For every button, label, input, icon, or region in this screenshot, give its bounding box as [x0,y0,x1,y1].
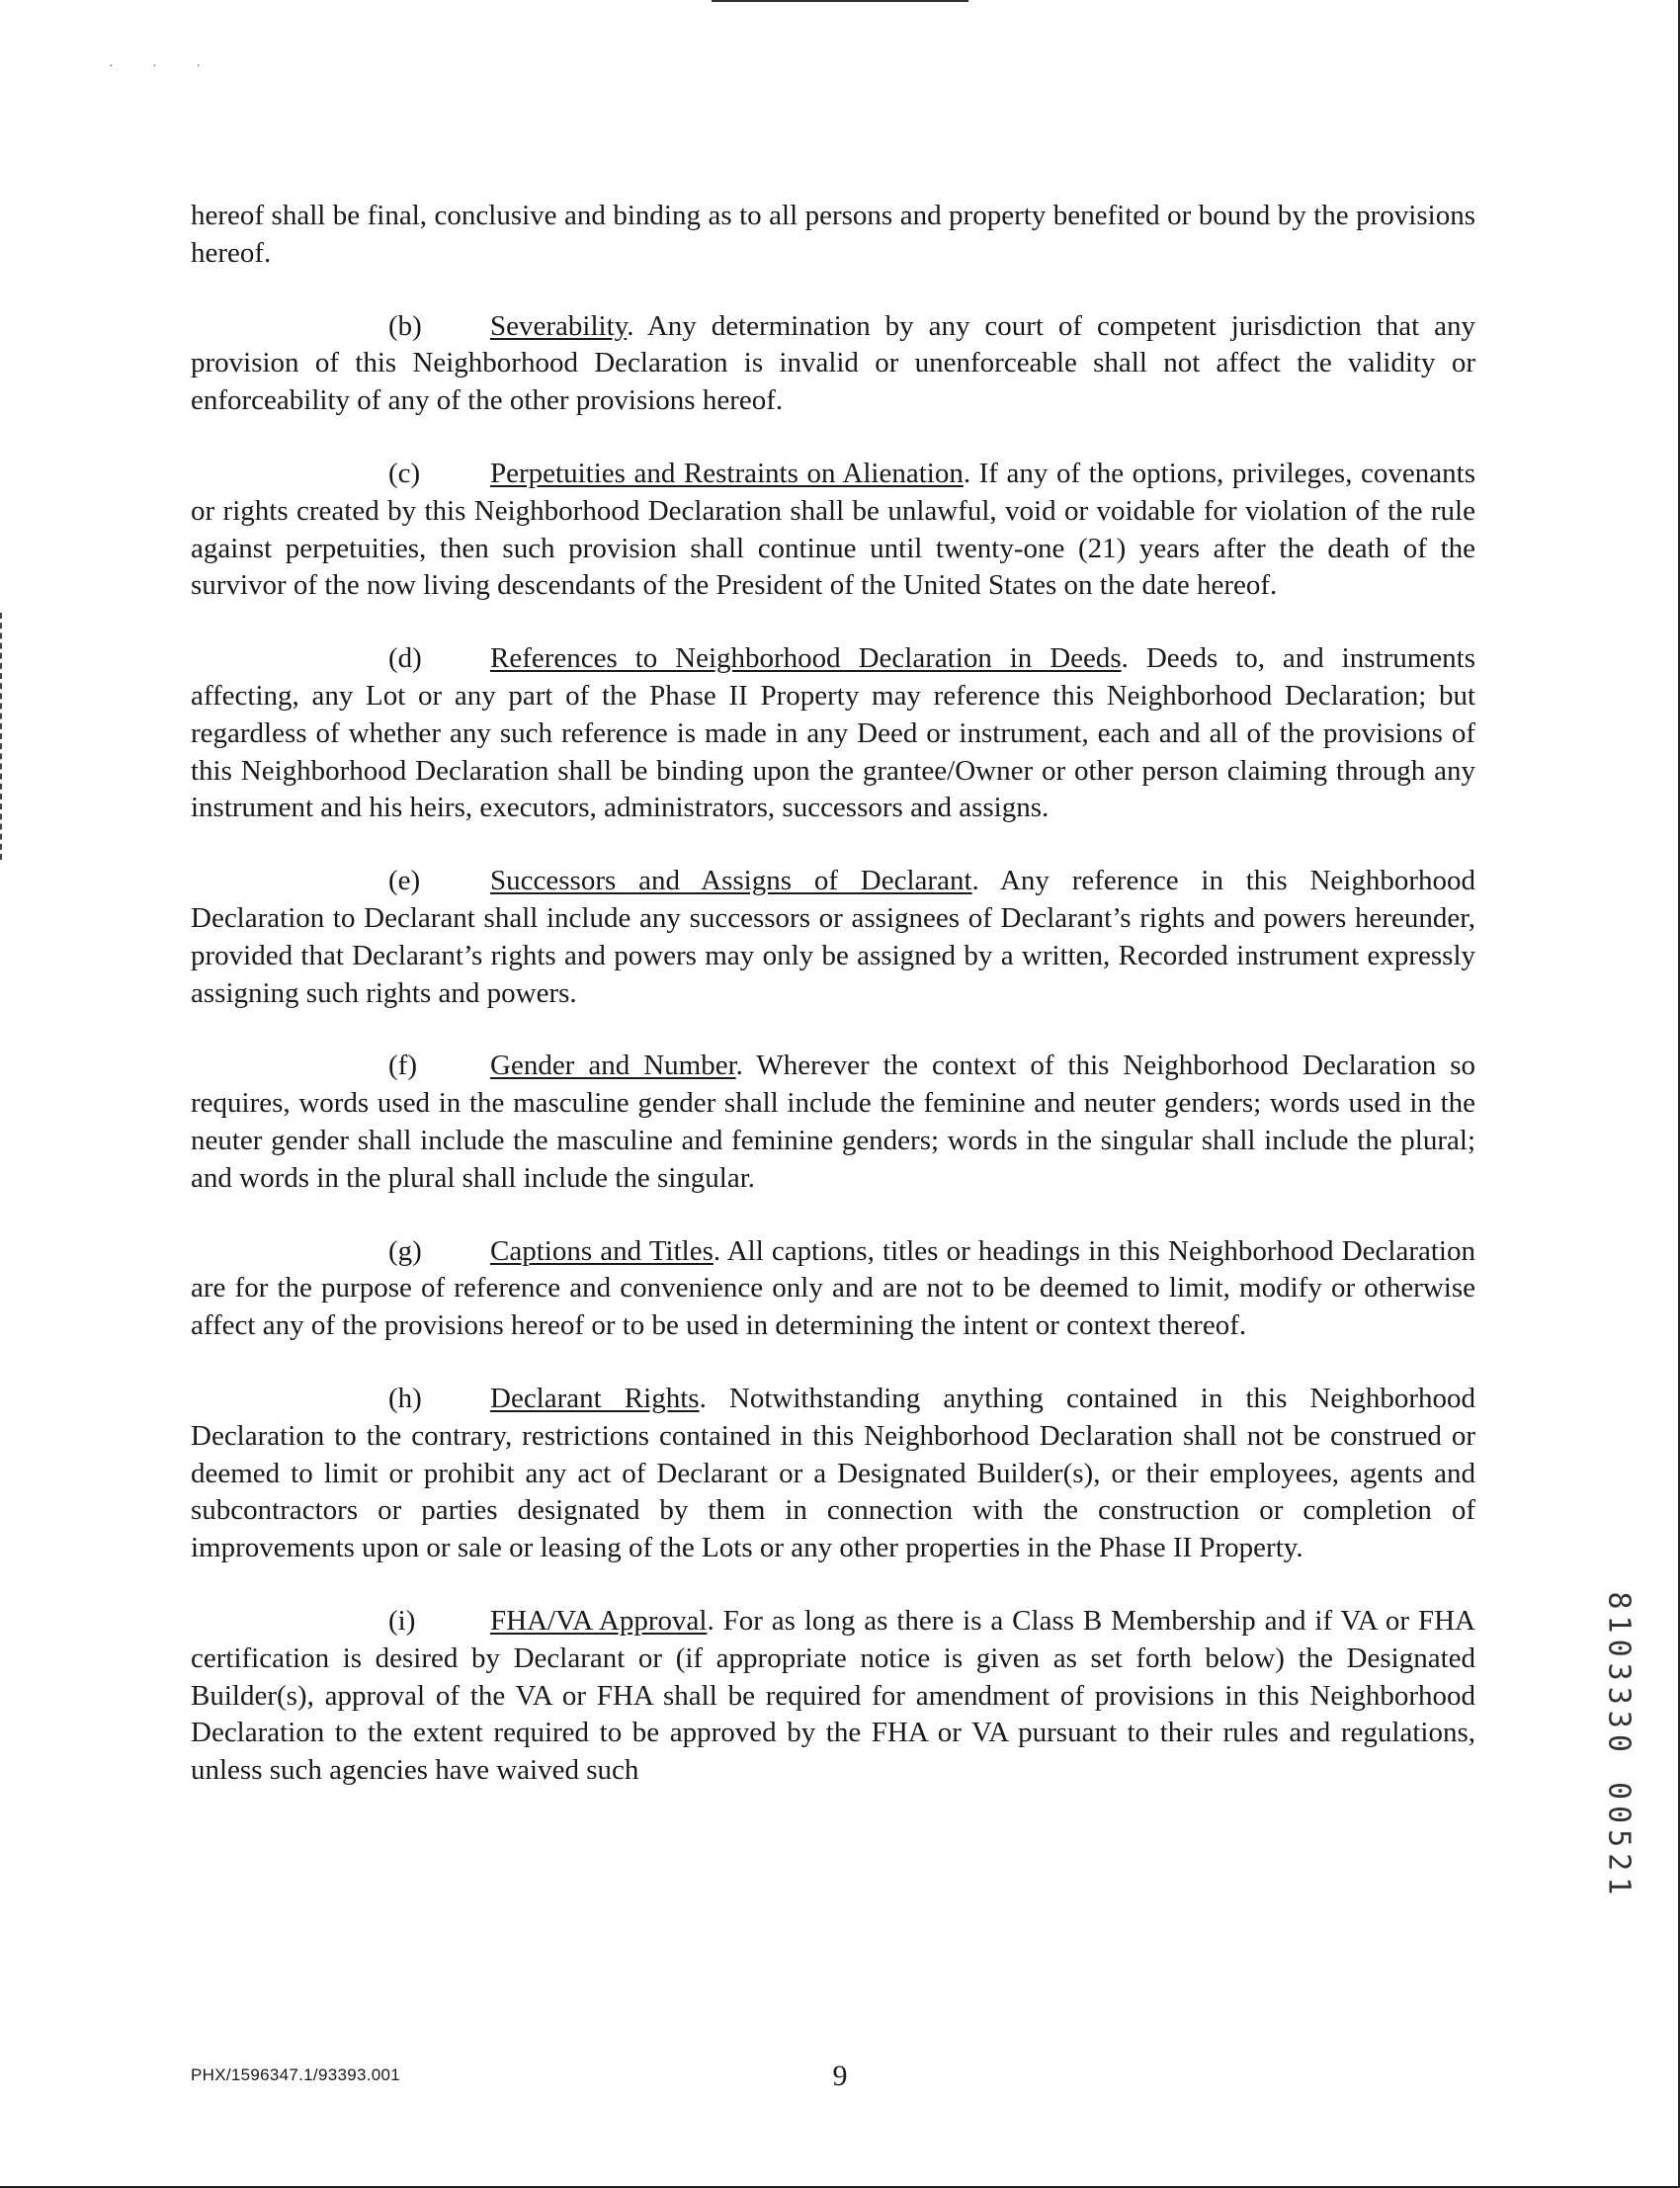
paragraph-e [191,863,1475,1012]
paragraph-label: (c) [388,457,421,489]
paragraph-text: . All captions, titles or headings in this Neighborhood Declaration are for the purpose of reference and convenience only and are not to be deemed to limit, modify or otherwise affect any of the provisions hereof or to be used in determining the intent or context thereof. [191,1234,1475,1342]
paragraph-title: Declarant Rights [490,1382,700,1414]
document-reference: PHX/1596347.1/93393.001 [191,2065,401,2084]
intro-paragraph: hereof shall be final, conclusive and binding as to all persons and property benefited or bound by the provisions hereof. [191,200,1475,269]
paragraph-text: . For as long as there is a Class B Membership and if VA or FHA certification is desired by Declarant or (if appropriate notice is given as set forth below) the Designated Builder(s), approval of the VA or FHA shall be required for amendment of provisions in this Neighborhood Declaration to the extent required to be approved by the FHA or VA pursuant to their rules and regulations, unless such agencies have waived such [191,1604,1475,1787]
paragraph-title: Gender and Number [490,1050,736,1082]
paragraph-label: (f) [388,1050,417,1082]
paragraph-h [191,1381,1475,1567]
paragraph-label: (b) [388,309,422,342]
paragraph-text: . Deeds to, and instruments affecting, any Lot or any part of the Phase II Property may reference this Neighborhood Declaration; but regardless of whether any such reference is made in any Deed or instrument, each and all of the provisions of this Neighborhood Declaration shall be binding upon the grantee/Owner or other person claiming through any instrument and his heirs, executors, administrators, successors and assigns. [191,642,1475,824]
paragraph-title: Perpetuities and Restraints on Alienation [490,457,964,489]
paragraph-title: Severability [490,309,628,342]
margin-ticks [0,613,5,860]
recording-stamp [1599,1589,1638,1901]
paragraph-d [191,640,1475,827]
paragraph-text: . Any determination by any court of competent jurisdiction that any provision of this Neighborhood Declaration is invalid or unenforceable shall not affect the validity or enforceability of any of the other provisions hereof. [191,309,1475,417]
paragraph-g [191,1233,1475,1345]
document-body [191,198,1475,1790]
paragraph-label: (d) [388,642,422,675]
paragraph-label: (g) [388,1234,422,1267]
paragraph-text: . If any of the options, privileges, covenants or rights created by this Neighborhood Declaration shall be unlawful, void or voidable for violation of the rule against perpetuities, then such provision shall continue until twenty-one (21) years after the death of the survivor of the now living descendants of the President of the United States on the date hereof. [191,457,1475,602]
paragraph-i [191,1603,1475,1790]
paragraph-title: Captions and Titles [490,1234,714,1267]
page-number: 9 [832,2060,848,2092]
paragraph-text: . Wherever the context of this Neighborhood Declaration so requires, words used in the masculine gender shall include the feminine and neuter genders; words used in the neuter gender shall include the masculine and feminine genders; words in the singular shall include the plural; and words in the plural shall include the singular. [191,1050,1475,1194]
paragraph-text: . Any reference in this Neighborhood Declaration to Declarant shall include any successors or assignees of Declarant’s rights and powers hereunder, provided that Declarant’s rights and powers may only be assigned by a written, Recorded instrument expressly assigning such rights and powers. [191,865,1475,1009]
paragraph-title: FHA/VA Approval [490,1604,708,1637]
paragraph-c [191,456,1475,605]
paragraph-label: (i) [388,1604,416,1637]
paragraph-title: Successors and Assigns of Declarant [490,865,972,897]
paragraph-f [191,1048,1475,1197]
paragraph-title: References to Neighborhood Declaration in Deeds [490,642,1122,675]
recording-stamp-number: 8103330 00521 [1601,1591,1637,1901]
paragraph-text: . Notwithstanding anything contained in this Neighborhood Declaration to the contrary, restrictions contained in this Neighborhood Declaration shall not be construed or deemed to limit or prohibit any act of Declarant or a Designated Builder(s), or their employees, agents and subcontractors or parties designated by them in connection with the construction or completion of improvements upon or sale or leasing of the Lots or any other properties in the Phase II Property. [191,1382,1475,1564]
paragraph-label: (h) [388,1382,422,1414]
paragraph-label: (e) [388,865,421,897]
paragraph-b [191,308,1475,420]
scan-edge-top [712,0,968,2]
scan-specks: · · · [109,59,218,74]
